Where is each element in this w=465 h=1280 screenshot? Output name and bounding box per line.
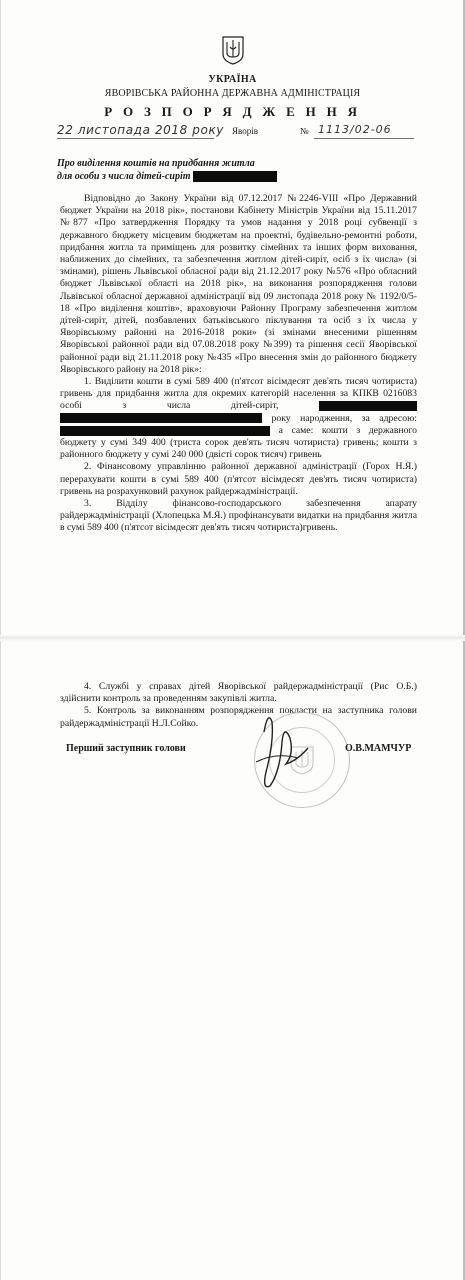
- subject-line-2: для особи з числа дітей-сиріт: [57, 171, 191, 182]
- item-1-text-c: а саме: кошти з державного бюджету у сумі 349 400 (триста сорок дев'ять тисяч чотириста) гривень; кошти з районного бюджету у сумі 240 000 (двісті сорок тисяч) гривень: [60, 424, 417, 461]
- document-type: Р О З П О Р Я Д Ж Е Н Н Я: [104, 104, 361, 119]
- item-5-paragraph: 5. Контроль за виконанням розпорядження покласти на заступника голови райдержадміністрації Н.Л.Сойко.: [60, 705, 417, 729]
- document-subject: [57, 157, 317, 183]
- administration-name: ЯВОРІВСЬКА РАЙОННА ДЕРЖАВНА АДМІНІСТРАЦІЯ: [104, 88, 361, 99]
- redacted-address: [60, 426, 270, 436]
- item-1-text-b: року народження, за адресою:: [271, 412, 417, 424]
- page-fold: [0, 635, 465, 641]
- signatory-name: О.В.МАМЧУР: [345, 743, 412, 754]
- date-underline: [57, 138, 214, 139]
- redacted-name: [193, 171, 277, 182]
- document-number: 1113/02-06: [318, 123, 392, 136]
- document-date: 22 листопада 2018 року: [57, 123, 225, 137]
- number-sign: №: [300, 126, 309, 136]
- subject-line-1: Про виділення коштів на придбання житла: [57, 158, 255, 169]
- item-4-paragraph: 4. Службі у справах дітей Яворівської райдержадміністрації (Рис О.Б.) здійснити контроль за проведенням закупівлі житла.: [60, 681, 417, 705]
- redacted-person-name: [319, 401, 417, 411]
- trident-emblem-icon: [222, 35, 244, 65]
- item-1-paragraph: [60, 376, 417, 461]
- document-body: [60, 193, 417, 535]
- document-city: Яворів: [232, 126, 258, 136]
- item-3-paragraph: 3. Відділу фінансово-господарського забезпечення апарату райдержадміністрації (Хлопецька М.Я.) профінансувати видатки на придбання житла в сумі 589 400 (п'ятсот вісімдесят дев'ять тисяч чотириста)гривень.: [60, 498, 417, 534]
- item-1-text-a: 1. Виділити кошти в сумі 589 400 (п'ятсот вісімдесят дев'ять тисяч чотириста) гривень для придбання житла для окремих категорій населення за КПКВ 0216083 особі з числа дітей-сиріт,: [60, 376, 417, 412]
- preamble-paragraph: Відповідно до Закону України від 07.12.2017 №2246-VIII «Про Державний бюджет України на 2018 рік», постанови Кабінету Міністрів України від 15.11.2017 №877 «Про затвердження Порядку та умов надання у 2018 році субвенції з державного бюджету місцевим бюджетам на проектні, будівельно-ремонтні роботи, придбання житла та приміщень для розвитку сімейних та інших форм виховання, наближених до сімейних, та забезпечення житлом дітей-сиріт, осіб з їх числа» (зі змінами), рішень Львівської обласної ради від 21.12.2017 року №576 «Про обласний бюджет Львівської області на 2018 рік», на виконання розпорядження голови Львівської обласної державної адміністрації від 09 листопада 2018 року № 1192/0/5-18 «Про виділення коштів», враховуючи Районну Програму забезпечення житлом дітей-сиріт, дітей, позбавлених батьківського піклування та осіб з їх числа у Яворівському районні на 2016-2018 роки» (зі змінами внесеними рішенням Яворівської районної ради від 07.08.2018 року №399) та рішення сесії Яворівської районної ради від 21.11.2018 року №435 «Про внесення змін до районного бюджету Яворівського району на 2018 рік»:: [60, 193, 417, 375]
- country-title: УКРАЇНА: [208, 74, 257, 85]
- redacted-birth-date: [60, 413, 262, 423]
- handwritten-signature: [246, 702, 316, 797]
- document-body-continued: [60, 681, 417, 730]
- number-underline: [314, 138, 414, 139]
- signatory-title: Перший заступник голови: [66, 743, 186, 754]
- item-2-paragraph: 2. Фінансовому управлінню районної державної адміністрації (Горох Н.Я.) перерахувати кошти в сумі 589 400 (п'ятсот вісімдесят дев'ять тисяч чотириста) гривень на розрахунковий рахунок райдержадміністрації.: [60, 461, 417, 497]
